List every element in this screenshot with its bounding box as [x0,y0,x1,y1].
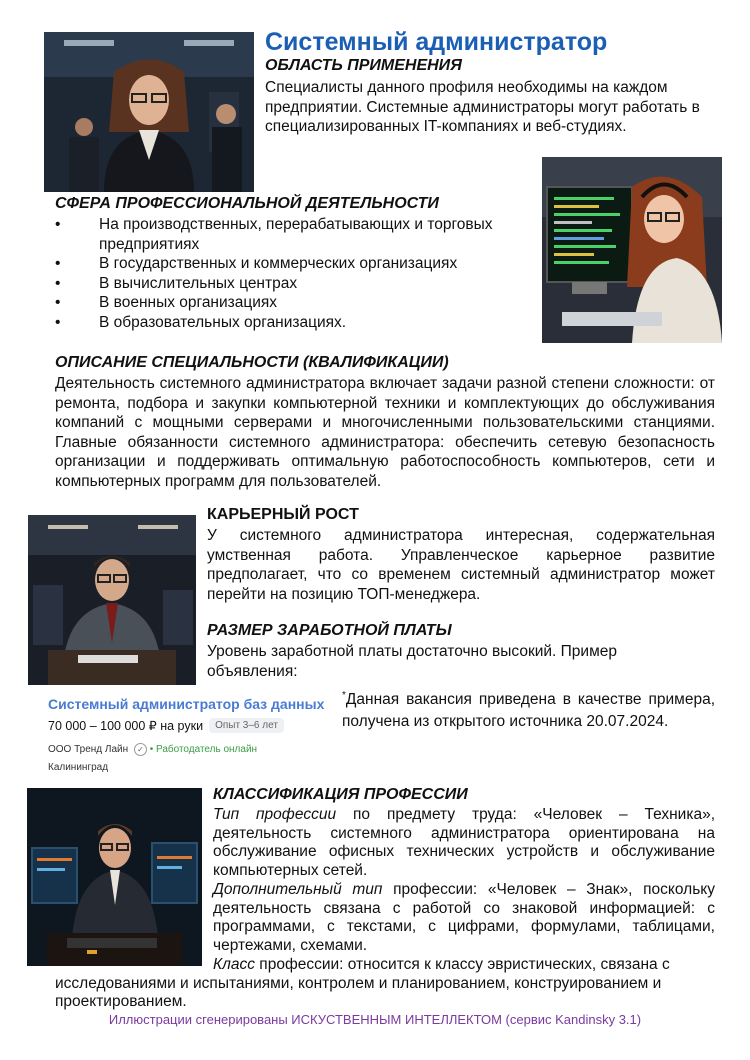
vacancy-city: Калининград [48,762,109,773]
sphere-heading: СФЕРА ПРОФЕССИОНАЛЬНОЙ ДЕЯТЕЛЬНОСТИ [55,195,439,212]
photo-girl-computer [542,157,722,343]
career-heading: КАРЬЕРНЫЙ РОСТ [207,506,359,523]
scope-heading: ОБЛАСТЬ ПРИМЕНЕНИЯ [265,57,462,74]
photo-man-office [28,515,196,685]
salary-note [342,685,715,732]
company-name[interactable]: ООО Тренд Лайн [48,744,129,755]
class-label: Класс [213,956,255,973]
photo-woman-office [44,32,254,192]
salary-text: Уровень заработной платы достаточно высокий. Пример объявления: [207,643,617,680]
vacancy-salary: 70 000 – 100 000 ₽ на руки [48,719,204,733]
sphere-item: • В образовательных организациях. [55,313,525,333]
sphere-item: • В вычислительных центрах [55,274,525,294]
salary-heading: РАЗМЕР ЗАРАБОТНОЙ ПЛАТЫ [207,622,452,639]
sphere-item: • В военных организациях [55,293,525,313]
vacancy-title[interactable]: Системный администратор баз данных [48,696,325,712]
addtype-text: профессии: «Человек – Знак», поскольку деятельность связана с работой со знаковой информацией: с программами, с текстами, с цифрами, формулами, таблицами, чертежами, схемами. [213,881,715,954]
verified-check-icon: ✓ [134,743,147,756]
classification-addtype [213,881,715,955]
note-text: Данная вакансия приведена в качестве примера, получена из открытого источника 20.07.2024. [342,691,715,730]
type-label: Тип профессии [213,806,337,823]
page-title: Системный администратор [265,28,608,56]
description-text: Деятельность системного администратора включает задачи разной степени сложности: от ремонта, подбора и закупки компьютерной техники и комплектующих до обслуживания компаний с мощными серверами и многочисленными пользовательскими станциями. Главные обязанности системного администратора: обеспечить сетевую безопасность организации и поддерживать оптимальную работоспособность компьютеров, сети и компьютерных программ для пользователей. [55,375,715,490]
vacancy-company-row [48,743,257,756]
classification-class [55,956,715,1012]
class-text: профессии: относится к классу эвристических, связана с исследованиями и испытаниями, контролем и планированием, конструированием и проектированием. [55,956,670,1010]
employer-online-status: • Работодатель онлайн [149,744,258,755]
sphere-item: • В государственных и коммерческих организациях [55,254,525,274]
sphere-list [55,215,525,333]
addtype-label: Дополнительный тип [213,881,383,898]
type-text: по предмету труда: «Человек – Техника», деятельность системного администратора ориентирована на обслуживание офисных технических устройств и обслуживание компьютерных сетей. [213,806,715,879]
classification-type [213,806,715,880]
sphere-item: • На производственных, перерабатывающих и торговых предприятиях [55,215,525,254]
photo-man-computers [27,788,202,966]
classification-heading: КЛАССИФИКАЦИЯ ПРОФЕССИИ [213,786,468,803]
footer-note: Иллюстрации сгенерированы ИСКУСТВЕННЫМ ИНТЕЛЛЕКТОМ (сервис Kandinsky 3.1) [108,1012,642,1027]
vacancy-card[interactable] [40,688,330,778]
career-text: У системного администратора интересная, содержательная умственная работа. Управленческое карьерное развитие предполагает, что со временем системный администратор может перейти на позицию ТОП-менеджера. [207,527,715,603]
note-mark: * [342,690,346,701]
experience-badge: Опыт 3–6 лет [209,718,284,733]
description-heading: ОПИСАНИЕ СПЕЦИАЛЬНОСТИ (КВАЛИФИКАЦИИ) [55,354,449,371]
scope-text: Специалисты данного профиля необходимы на каждом предприятии. Системные администраторы могут работать в специализированных IT-компаниях и веб-студиях. [265,79,700,136]
